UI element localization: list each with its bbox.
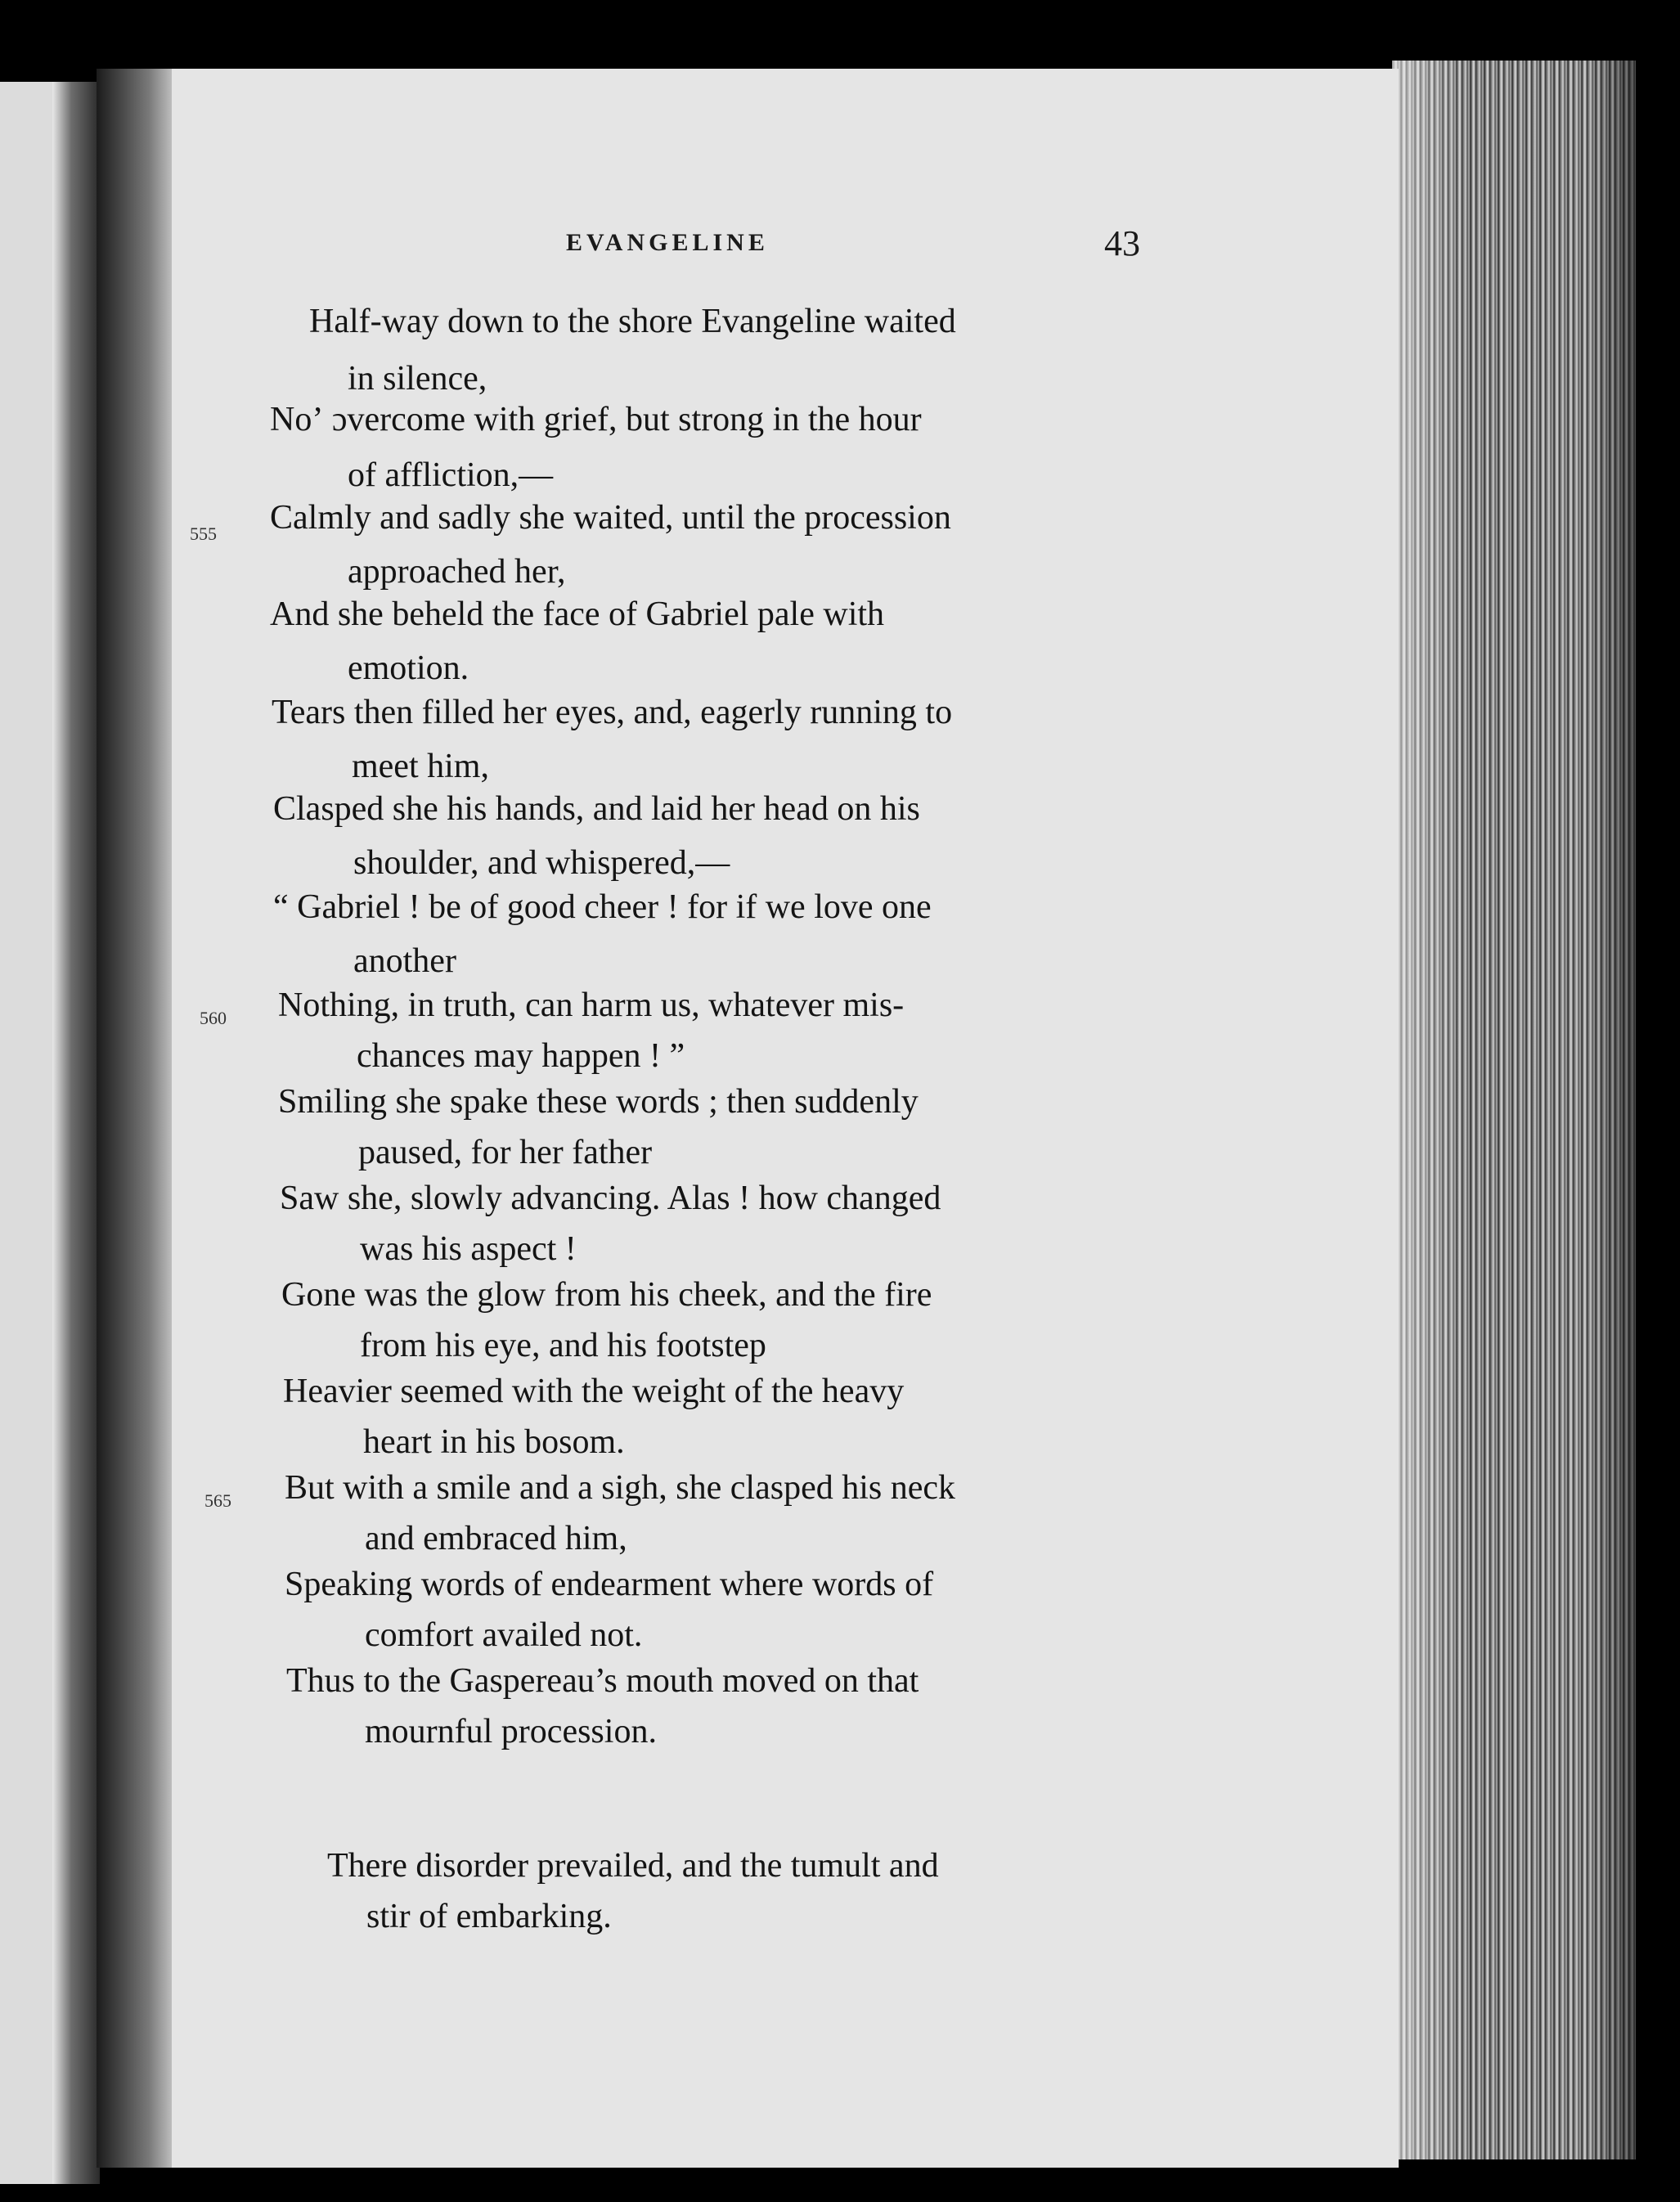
poem-line: “ Gabriel ! be of good cheer ! for if we love one	[273, 888, 932, 926]
poem-line: emotion.	[348, 649, 469, 687]
poem-line: approached her,	[348, 553, 566, 591]
poem-line: Half-way down to the shore Evangeline waited	[309, 303, 956, 340]
poem-line: Clasped she his hands, and laid her head on his	[273, 790, 920, 828]
page-block-shading	[1392, 61, 1636, 2159]
left-page-shadow	[52, 82, 100, 2184]
poem-line: Noʼ ɔvercome with grief, but strong in the hour	[270, 401, 922, 438]
poem-line: Speaking words of endearment where words of	[285, 1566, 934, 1603]
poem-line: stir of embarking.	[366, 1898, 612, 1935]
poem-line: Heavier seemed with the weight of the heavy	[283, 1373, 905, 1410]
poem-line: And she beheld the face of Gabriel pale with	[270, 595, 885, 633]
poem-line: in silence,	[348, 360, 487, 398]
line-number: 560	[200, 1008, 227, 1028]
poem-line: meet him,	[352, 748, 489, 785]
poem-line: Saw she, slowly advancing. Alas ! how changed	[280, 1180, 941, 1217]
poem-line: from his eye, and his footstep	[360, 1327, 766, 1364]
line-number: 555	[190, 524, 217, 544]
poem-line: Smiling she spake these words ; then suddenly	[278, 1083, 919, 1121]
poem-line: Thus to the Gaspereau’s mouth moved on that	[286, 1662, 919, 1700]
poem-line: There disorder prevailed, and the tumult and	[327, 1847, 939, 1885]
poem-line: Tears then filled her eyes, and, eagerly running to	[272, 694, 953, 731]
poem-line: Nothing, in truth, can harm us, whatever mis-	[278, 986, 905, 1024]
poem-line: mournful procession.	[365, 1713, 657, 1750]
poem-line: was his aspect !	[360, 1230, 577, 1268]
poem-line: chances may happen ! ”	[357, 1037, 685, 1075]
poem-line: of affliction,—	[348, 456, 554, 494]
poem-line: Calmly and sadly she waited, until the procession	[270, 499, 951, 537]
poem-line: But with a smile and a sigh, she clasped his neck	[285, 1469, 956, 1507]
page-gutter-shadow	[97, 69, 172, 2168]
page-number: 43	[1104, 223, 1140, 263]
poem-line: shoulder, and whispered,—	[353, 844, 730, 882]
poem-line: heart in his bosom.	[363, 1423, 625, 1461]
poem-line: another	[353, 942, 456, 980]
poem-line: paused, for her father	[358, 1134, 653, 1171]
line-number: 565	[204, 1490, 231, 1511]
poem-line: comfort availed not.	[365, 1616, 643, 1654]
poem-line: and embraced him,	[365, 1520, 627, 1557]
running-title: EVANGELINE	[566, 229, 769, 256]
poem-line: Gone was the glow from his cheek, and the fire	[281, 1276, 932, 1314]
